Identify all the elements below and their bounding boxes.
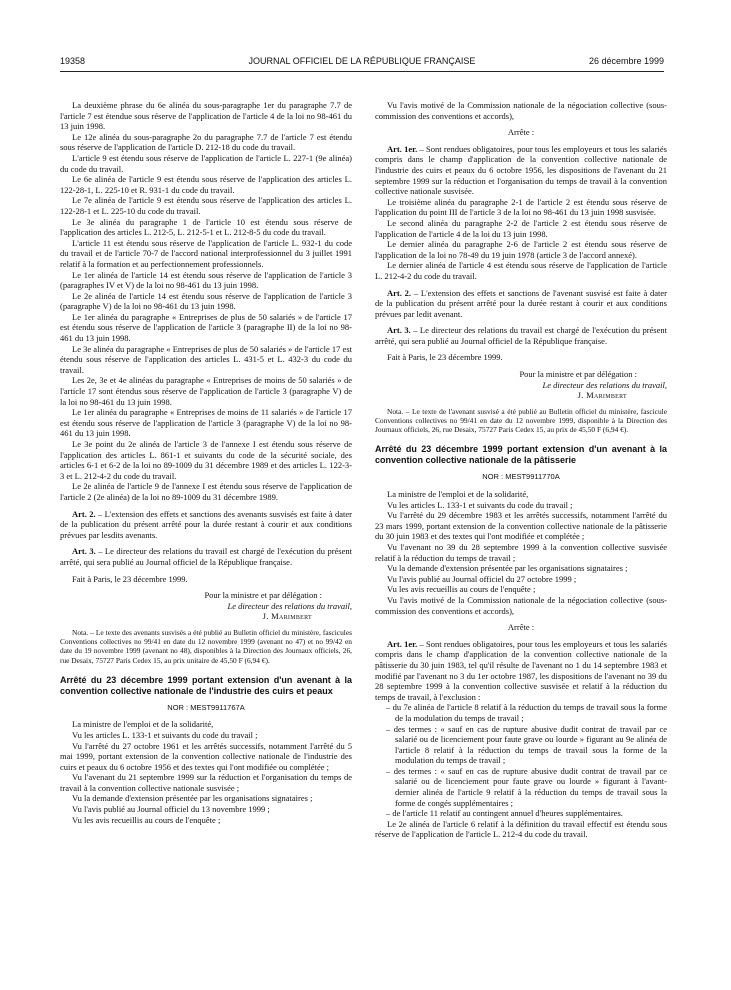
paragraph: La ministre de l'emploi et de la solidarité, (72, 719, 214, 730)
paragraph: Vu l'avis publié au Journal officiel du 13 novembre 1999 ; (72, 804, 270, 815)
journal-title: JOURNAL OFFICIEL DE LA RÉPUBLIQUE FRANÇAISE (248, 56, 476, 66)
article-3 (375, 325, 667, 346)
paragraph: L'article 9 est étendu sous réserve de l'application de l'article L. 227-1 (9e alinéa) du code du travail. (60, 152, 352, 174)
paragraph: Le 3e alinéa du paragraphe 1 de l'article 10 est étendu sous réserve de l'application des articles L. 212-5, L. 212-5-1 et L. 212-8-5 du code du travail. (60, 216, 352, 238)
article-1 (375, 639, 667, 703)
nota-note: Nota. – Le texte de l'avenant susvisé a été publié au Bulletin officiel du ministère, fascicule Conventions collectives no 99/41 en date du 12 novembre 1999, disponible à la Direction des Journaux officiels, 26, rue Desaix, 75727 Paris Cedex 15, au prix de 45,50 F (6,94 €). (375, 406, 667, 435)
page-header (60, 56, 664, 70)
article-text: – L'extension des effets et sanctions de l'avenant susvisé est faite à dater de la publication du présent arrêté pour la durée restant à courir et aux conditions prévues par ledit avenant. (375, 287, 667, 319)
paragraph: Le 3e alinéa du paragraphe « Entreprises de plus de 50 salariés » de l'article 17 est étendu sous réserve de l'application des articles L. 431-5 et L. 432-3 du code du travail. (60, 343, 352, 375)
exclusion-item: – de l'article 11 relatif au contingent annuel d'heures supplémentaires. (386, 808, 623, 819)
exclusion-item: – des termes : « sauf en cas de rupture abusive dudit contrat de travail par ce salarié ou de licenciement pour faute grave ou lourde » figurant à l'avant-dernier alinéa de l'article 9 relatif à la réduction du temps de travail sous la forme de congés supplémentaires ; (386, 765, 667, 808)
signature-line-2: Le directeur des relations du travail, (227, 600, 352, 611)
article-text: – L'extension des effets et sanctions des avenants susvisés est faite à dater de la publication du présent arrêté pour la durée restant à courir et aux conditions prévues par lesdits avenants. (60, 508, 352, 540)
paragraph: Le dernier alinéa du paragraphe 2-6 de l'article 2 est étendu sous réserve de l'application de la loi no 78-49 du 19 juin 1978 (article 3 de l'accord annexé). (375, 239, 667, 260)
paragraph: Le 2e alinéa de l'article 6 relatif à la définition du travail effectif est étendu sous réserve de l'application de l'article L. 212-4 du code du travail. (375, 818, 667, 840)
nota-note: Nota. – Le texte des avenants susvisés a été publié au Bulletin officiel du ministère, fascicules Conventions collectives no 99/41 en date du 12 novembre 1999 (avenant no 47) et no 99/42 en date du 19 novembre 1999 (avenant no 48), disponibles à la Direction des Journaux officiels, 26, rue Desaix, 75727 Paris Cedex 15, au prix unitaire de 45,50 F (6,94 €). (60, 627, 352, 665)
paragraph: Vu l'arrêté du 27 octobre 1961 et les arrêtés successifs, notamment l'arrêté du 5 mai 1999, portant extension de la convention collective nationale de l'industrie des cuirs et peaux du 6 octobre 1956 et des textes qui l'ont modifiée ou complétée ; (60, 740, 352, 772)
article-text: – Sont rendues obligatoires, pour tous les employeurs et tous les salariés compris dans le champ d'application de la convention collective nationale de l'industrie des cuirs et peaux du 6 octobre 1956, les dispositions de l'avenant du 21 septembre 1999 sur la réduction et l'organisation du temps de travail à la convention collective nationale susvisée. (375, 143, 667, 197)
paragraph: Le 12e alinéa du sous-paragraphe 2o du paragraphe 7.7 de l'article 7 est étendu sous réserve de l'application de l'article D. 212-18 du code du travail. (60, 131, 352, 153)
exclusion-item: – du 7e alinéa de l'article 8 relatif à la réduction du temps de travail sous la forme de la modulation du temps de travail ; (386, 702, 667, 723)
article-text: – Le directeur des relations du travail est chargé de l'exécution du présent arrêté, qui sera publié au Journal officiel de la République française. (375, 325, 667, 346)
paragraph: Le troisième alinéa du paragraphe 2-1 de l'article 2 est étendu sous réserve de l'application du point III de l'article 3 de la loi no 98-461 du 13 juin 1998 susvisée. (375, 196, 667, 218)
paragraph: La ministre de l'emploi et de la solidarité, (387, 489, 529, 500)
paragraph: Le 2e alinéa de l'article 14 est étendu sous réserve de l'application de l'article 3 (paragraphe V) de la loi no 98-461 du 13 juin 1998. (60, 290, 352, 312)
article-label: Art. 3. (387, 325, 411, 336)
article-text: – Le directeur des relations du travail est chargé de l'exécution du présent arrêté, qui sera publié au Journal officiel de la République française. (60, 546, 352, 567)
paragraph: Le second alinéa du paragraphe 2-2 de l'article 2 est étendu sous réserve de l'application de l'article 4 de la loi du 13 juin 1998. (375, 217, 667, 239)
left-column (60, 100, 352, 825)
signature-line-2: Le directeur des relations du travail, (542, 379, 667, 390)
paragraph: Vu l'avenant du 21 septembre 1999 sur la réduction et l'organisation du temps de travail à la convention collective nationale susvisée ; (60, 772, 352, 793)
signature-line-1: Pour la ministre et par délégation : (519, 369, 637, 380)
paragraph: Vu l'arrêté du 29 décembre 1983 et les arrêtés successifs, notamment l'arrêté du 23 mars 1999, portant extension de la convention collective nationale de la pâtisserie du 30 juin 1983 et des textes qui l'ont modifiée et complétée ; (375, 510, 667, 542)
paragraph: Vu l'avis motivé de la Commission nationale de la négociation collective (sous-commission des conventions et accords), (375, 594, 667, 616)
paragraph: Vu les avis recueillis au cours de l'enquête ; (72, 814, 221, 825)
article-label: Art. 1er. (387, 143, 418, 154)
paragraph: Vu la demande d'extension présentée par les organisations signataires ; (387, 563, 628, 574)
arrete-heading: Arrête : (507, 127, 535, 138)
article-text: – Sont rendues obligatoires, pour tous les employeurs et tous les salariés compris dans le champ d'application de la convention collective nationale de la pâtisserie du 30 juin 1983, tel qu'il résulte de l'avenant no 1 du 14 septembre 1983 et modifié par l'avenant no 3 du 1er octobre 1987, les dispositions de l'avenant no 39 du 28 septembre 1999 à la convention collective susvisée et relatif à la réduction du temps de travail, à l'exclusion : (375, 638, 667, 702)
paragraph: Vu l'avis publié au Journal officiel du 27 octobre 1999 ; (387, 573, 577, 584)
paragraph: Vu la demande d'extension présentée par les organisations signataires ; (72, 793, 313, 804)
paragraph: Les 2e, 3e et 4e alinéas du paragraphe « Entreprises de moins de 50 salariés » de l'article 17 sont étendus sous réserve de l'application de l'article 3 (paragraphe V) de la loi no 98-461 du 13 juin 1998. (60, 375, 352, 407)
section-title: Arrêté du 23 décembre 1999 portant extension d'un avenant à la convention collective nationale de l'industrie des cuirs et peaux (60, 674, 352, 696)
paragraph: Vu les avis recueillis au cours de l'enquête ; (387, 584, 536, 595)
paragraph: Le 1er alinéa du paragraphe « Entreprises de moins de 11 salariés » de l'article 17 est étendu sous réserve de l'application de l'article 3 (paragraphe V) de la loi no 98-461 du 13 juin 1998. (60, 407, 352, 439)
paragraph: Le 3e point du 2e alinéa de l'article 3 de l'annexe I est étendu sous réserve de l'application des articles L. 861-1 et suivants du code de la sécurité sociale, des articles 6-1 et 6-2 de la loi no 89-1009 du 31 décembre 1989 et des articles L. 122-3-3 et L. 212-4-2 du code du travail. (60, 439, 352, 481)
paragraph: Vu les articles L. 133-1 et suivants du code du travail ; (387, 499, 573, 510)
right-column (375, 100, 667, 840)
article-2 (60, 509, 352, 541)
header-rule (60, 71, 664, 72)
article-3 (60, 546, 352, 567)
arrete-heading: Arrête : (507, 622, 535, 633)
paragraph: Vu l'avis motivé de la Commission nationale de la négociation collective (sous-commission des conventions et accords), (375, 100, 667, 121)
article-2 (375, 288, 667, 320)
issue-date: 26 décembre 1999 (588, 56, 664, 66)
exclusion-item: – des termes : « sauf en cas de rupture abusive dudit contrat de travail par ce salarié ou de licenciement pour faute grave ou lourde » figurant au 9e alinéa de l'article 8 relatif à la réduction du temps de travail sous la forme de la modulation du temps de travail ; (386, 723, 667, 766)
nor-reference: NOR : MEST9911770A (482, 472, 560, 482)
article-label: Art. 1er. (387, 638, 418, 649)
paragraph: Vu les articles L. 133-1 et suivants du code du travail ; (72, 729, 258, 740)
paragraph: Le 1er alinéa de l'article 14 est étendu sous réserve de l'application de l'article 3 (paragraphes IV et V) de la loi no 98-461 du 13 juin 1998. (60, 269, 352, 291)
paragraph: Le 2e alinéa de l'article 9 de l'annexe I est étendu sous réserve de l'application de l'article 2 (2e alinéa) de la loi no 89-1009 du 31 décembre 1989. (60, 481, 352, 502)
signature-name: J. Marimbert (577, 390, 627, 401)
paragraph: L'article 11 est étendu sous réserve de l'application de l'article L. 932-1 du code du travail et de l'article 70-7 de l'accord national interprofessionnel du 3 juillet 1991 relatif à la formation et au perfectionnement professionnels. (60, 237, 352, 269)
signature-line-1: Pour la ministre et par délégation : (204, 590, 322, 601)
article-label: Art. 2. (387, 287, 412, 298)
signature-name: J. Marimbert (262, 611, 312, 622)
paragraph: Le 6e alinéa de l'article 9 est étendu sous réserve de l'application des articles L. 122-28-1, L. 225-10 et R. 931-1 du code du travail. (60, 174, 352, 195)
article-label: Art. 3. (72, 546, 96, 557)
nor-reference: NOR : MEST9911767A (167, 702, 245, 712)
article-1 (375, 144, 667, 197)
paragraph: Le dernier alinéa de l'article 4 est étendu sous réserve de l'application de l'article L. 212-4-2 du code du travail. (375, 260, 667, 281)
paragraph: Le 1er alinéa du paragraphe « Entreprises de plus de 50 salariés » de l'article 17 est étendu sous réserve de l'application de l'article 3 (paragraphe II) de la loi no 98-461 du 13 juin 1998. (60, 311, 352, 344)
signed-at: Fait à Paris, le 23 décembre 1999. (387, 352, 503, 363)
signed-at: Fait à Paris, le 23 décembre 1999. (72, 573, 188, 584)
paragraph: Vu l'avenant no 39 du 28 septembre 1999 à la convention collective susvisée relatif à la réduction du temps de travail ; (375, 542, 667, 563)
paragraph: La deuxième phrase du 6e alinéa du sous-paragraphe 1er du paragraphe 7.7 de l'article 7 est étendue sous réserve de l'application de l'article 4 de la loi no 98-461 du 13 juin 1998. (60, 100, 352, 132)
page-number: 19358 (60, 56, 86, 66)
article-label: Art. 2. (72, 508, 96, 519)
section-title: Arrêté du 23 décembre 1999 portant extension d'un avenant à la convention collective nationale de la pâtisserie (375, 444, 667, 466)
paragraph: Le 7e alinéa de l'article 9 est étendu sous réserve de l'application des articles L. 122-28-1 et L. 225-10 du code du travail. (60, 195, 352, 216)
